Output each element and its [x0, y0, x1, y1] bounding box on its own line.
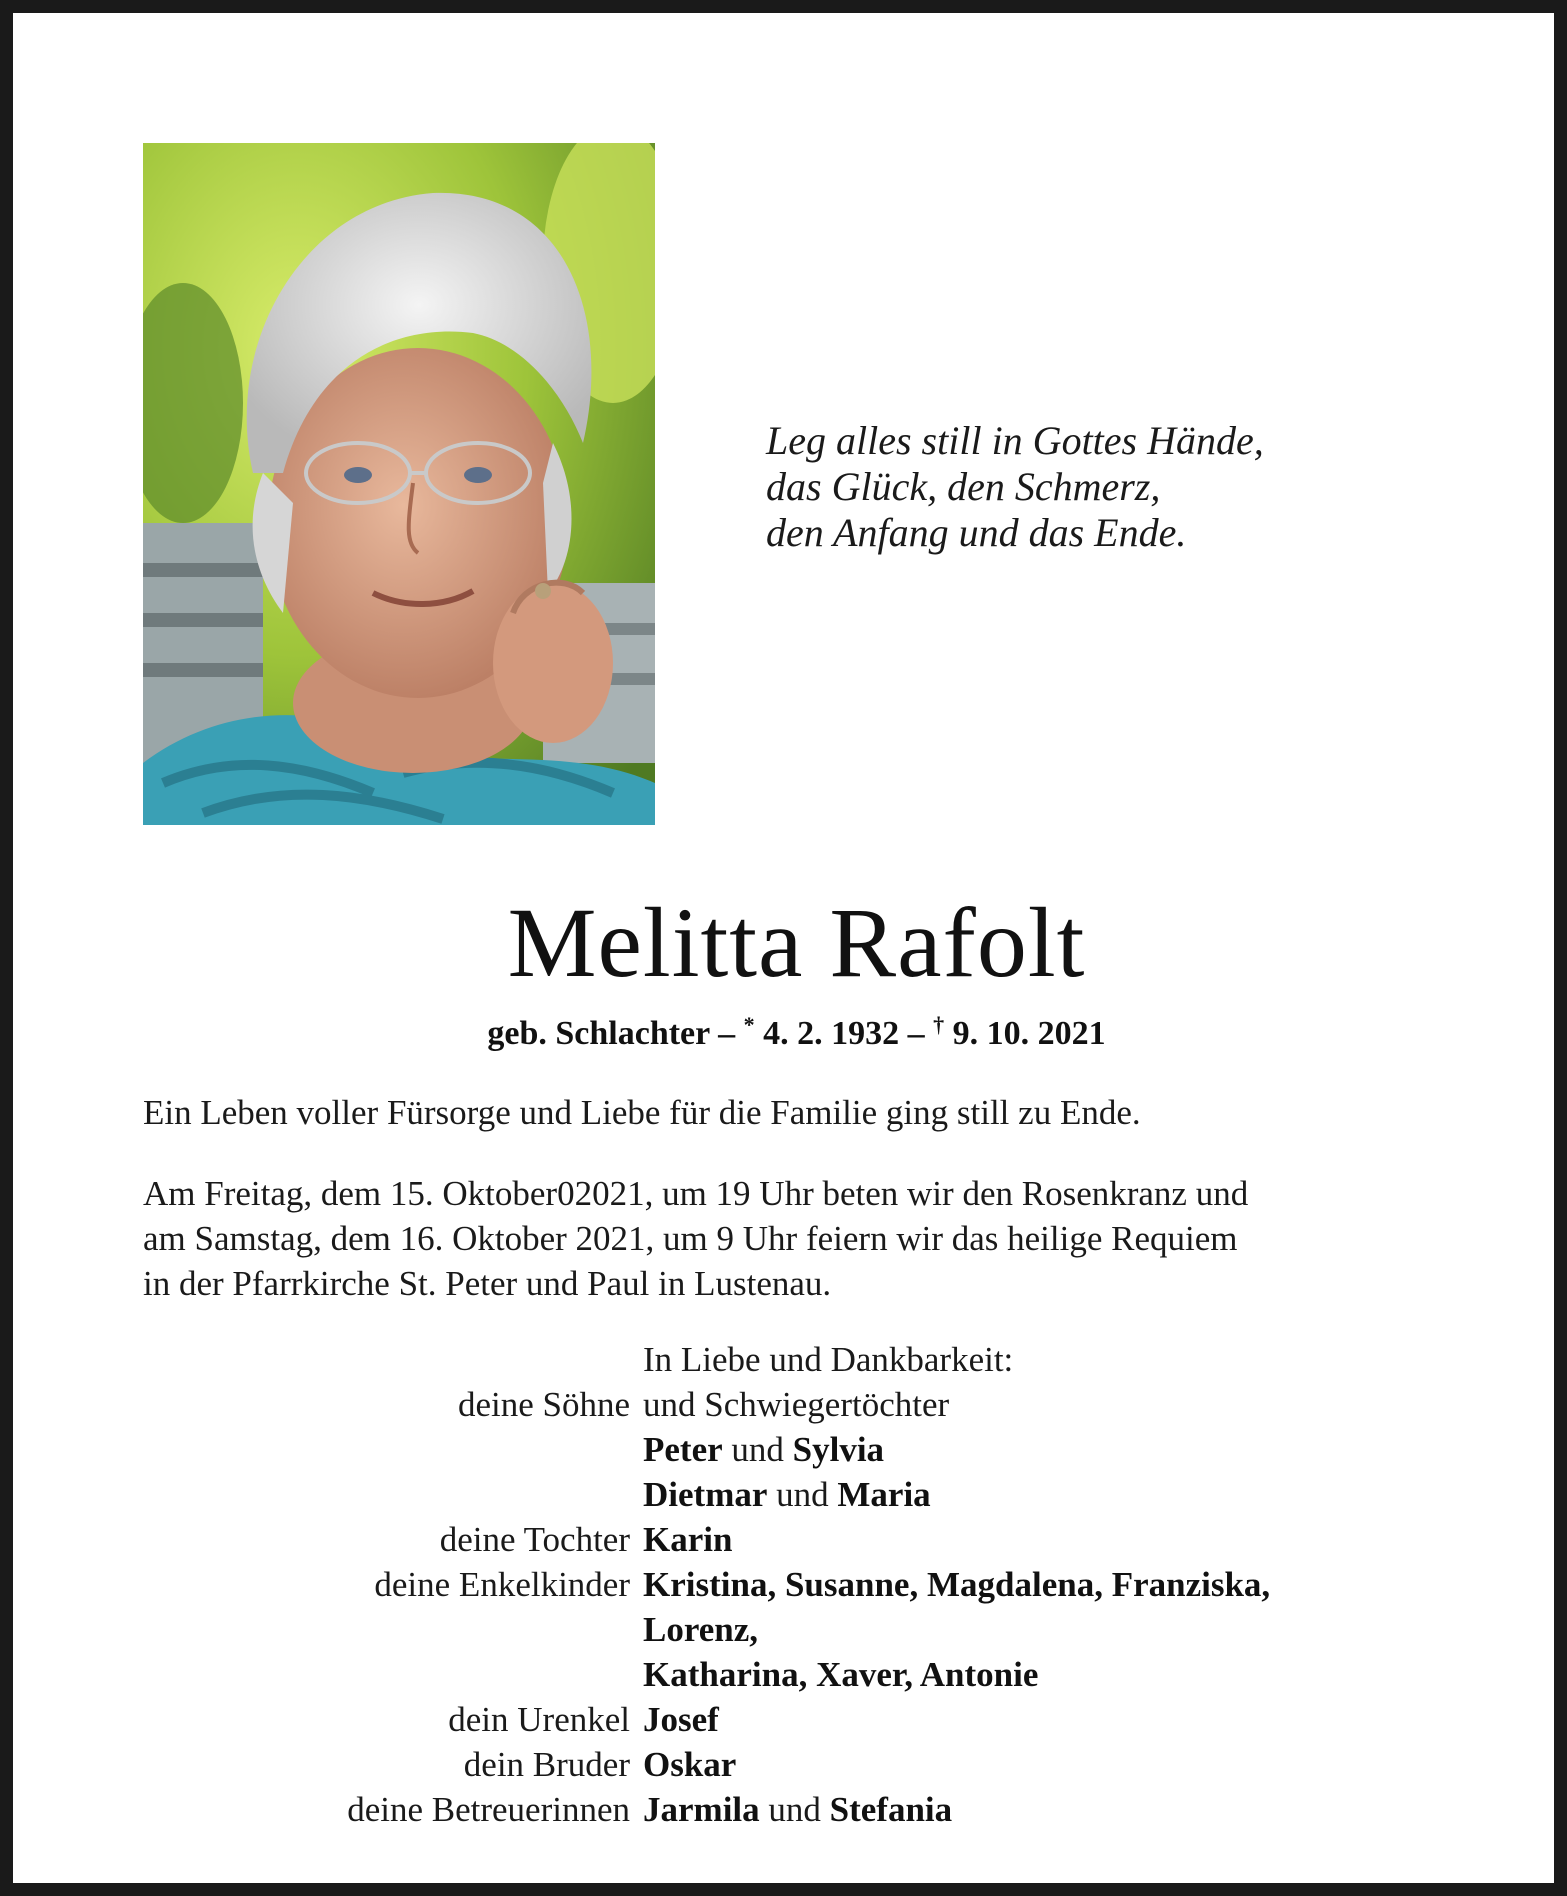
conjunction: und	[731, 1430, 784, 1469]
died-date: 9. 10. 2021	[952, 1015, 1106, 1052]
list-item	[13, 1697, 1567, 1742]
portrait-illustration	[143, 143, 655, 825]
conjunction: und	[768, 1790, 821, 1829]
mourner-names	[643, 1652, 1038, 1697]
relation-label: deine Betreuerinnen	[347, 1790, 630, 1829]
mourner-name: Dietmar	[643, 1475, 768, 1514]
relation-label: deine Tochter	[439, 1520, 630, 1559]
relation-label: dein Urenkel	[448, 1700, 630, 1739]
verse-line-2: das Glück, den Schmerz,	[766, 464, 1161, 509]
died-symbol: †	[933, 1012, 945, 1037]
conjunction: und	[776, 1475, 829, 1514]
deceased-name: Melitta Rafolt	[507, 887, 1086, 998]
mourner-name: Maria	[837, 1475, 931, 1514]
list-item	[13, 1607, 1567, 1652]
mourner-name: Sylvia	[792, 1430, 885, 1469]
maiden-name: geb. Schlachter –	[487, 1015, 736, 1052]
service-info	[143, 1171, 1463, 1306]
mourner-name: Karin	[643, 1520, 733, 1559]
mourner-name: Katharina, Xaver, Antonie	[643, 1655, 1039, 1694]
service-line-2: am Samstag, dem 16. Oktober 2021, um 9 Uhr feiern wir das heilige Requiem	[143, 1219, 1238, 1258]
service-line-1: Am Freitag, dem 15. Oktober02021, um 19 Uhr beten wir den Rosenkranz und	[143, 1174, 1249, 1213]
list-item	[13, 1427, 1567, 1472]
mourner-names	[643, 1697, 719, 1742]
list-item	[13, 1337, 1567, 1382]
mourner-name: Oskar	[643, 1745, 737, 1784]
mourners-list	[13, 1337, 1567, 1832]
list-item	[13, 1562, 1567, 1607]
relation-label: deine Enkelkinder	[374, 1565, 630, 1604]
mourner-name: Josef	[643, 1700, 719, 1739]
list-item	[13, 1742, 1567, 1787]
verse	[766, 418, 1264, 556]
portrait-photo	[143, 143, 655, 825]
mourner-name: Kristina, Susanne, Magdalena, Franziska,	[643, 1565, 1271, 1604]
life-dates	[13, 1003, 1567, 1056]
born-date: 4. 2. 1932 –	[763, 1015, 925, 1052]
mourner-names	[643, 1742, 736, 1787]
relation-text: und Schwiegertöchter	[643, 1385, 950, 1424]
mourner-names	[643, 1607, 758, 1652]
relation-label: deine Söhne	[457, 1385, 630, 1424]
list-item	[13, 1472, 1567, 1517]
born-symbol: *	[743, 1012, 755, 1037]
list-item	[13, 1517, 1567, 1562]
mourner-name: Lorenz,	[643, 1610, 759, 1649]
verse-line-3: den Anfang und das Ende.	[766, 510, 1187, 555]
mourner-names	[643, 1472, 931, 1517]
verse-line-1: Leg alles still in Gottes Hände,	[766, 418, 1264, 463]
mourner-names	[643, 1427, 884, 1472]
list-item	[13, 1787, 1567, 1832]
list-item	[13, 1382, 1567, 1427]
mourner-names	[643, 1517, 732, 1562]
relation-label: dein Bruder	[463, 1745, 630, 1784]
service-line-3: in der Pfarrkirche St. Peter und Paul in Lustenau.	[143, 1264, 832, 1303]
mourner-names	[643, 1562, 1270, 1607]
list-item	[13, 1652, 1567, 1697]
mourner-names	[643, 1787, 952, 1832]
mourner-name: Stefania	[829, 1790, 953, 1829]
mourner-name: Jarmila	[643, 1790, 760, 1829]
tribute-text: Ein Leben voller Fürsorge und Liebe für die Familie ging still zu Ende.	[143, 1093, 1141, 1132]
intro-text: In Liebe und Dankbarkeit:	[643, 1340, 1014, 1379]
mourner-name: Peter	[643, 1430, 723, 1469]
